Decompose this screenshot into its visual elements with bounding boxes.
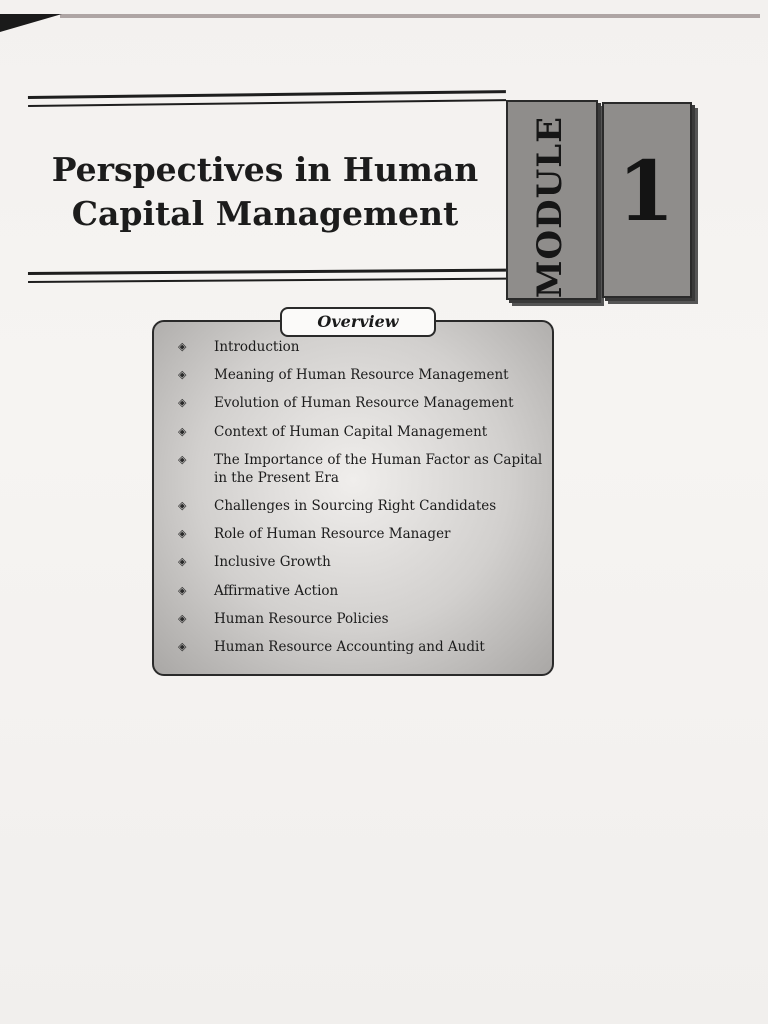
list-item-text: Human Resource Policies — [214, 610, 389, 627]
module-badge — [502, 92, 702, 304]
diamond-bullet-icon: ◈ — [178, 368, 187, 382]
diamond-bullet-icon: ◈ — [178, 611, 187, 625]
module-word — [516, 115, 584, 299]
list-item — [178, 525, 544, 543]
list-item-text: Role of Human Resource Manager — [214, 526, 451, 543]
diamond-bullet-icon: ◈ — [178, 498, 187, 512]
module-number: 1 — [617, 144, 675, 240]
diamond-bullet-icon: ◈ — [178, 340, 187, 353]
title-top-rule — [28, 90, 506, 107]
list-item — [178, 338, 544, 356]
list-item — [178, 423, 544, 441]
list-item — [178, 451, 544, 487]
list-item-text: Challenges in Sourcing Right Candidates — [214, 497, 497, 514]
list-item-text: Human Resource Accounting and Audit — [214, 638, 485, 655]
list-item-text: Context of Human Capital Management — [214, 423, 488, 440]
page-top-edge — [60, 14, 760, 18]
overview-heading: Overview — [280, 307, 436, 337]
list-item — [178, 366, 544, 384]
diamond-bullet-icon: ◈ — [178, 555, 187, 569]
list-item — [178, 553, 544, 571]
diamond-bullet-icon: ◈ — [178, 527, 187, 541]
list-item — [178, 582, 544, 600]
diamond-bullet-icon: ◈ — [178, 396, 187, 410]
list-item-text: Inclusive Growth — [214, 554, 331, 571]
list-item — [178, 610, 544, 628]
diamond-bullet-icon: ◈ — [178, 583, 187, 597]
module-word-text: MODULE — [530, 115, 570, 299]
overview-list — [178, 338, 544, 666]
chapter-title-line-1: Perspectives in Human — [51, 150, 479, 189]
diamond-bullet-icon: ◈ — [178, 452, 187, 466]
diamond-bullet-icon: ◈ — [178, 639, 187, 653]
list-item-text: Affirmative Action — [214, 582, 339, 599]
chapter-title-line-2: Capital Management — [71, 194, 459, 233]
title-bottom-rule — [28, 269, 506, 283]
list-item — [178, 394, 544, 412]
list-item-text: The Importance of the Human Factor as Capital in the Present Era — [214, 451, 543, 486]
list-item-text: Introduction — [214, 339, 300, 355]
page-corner-shadow — [0, 14, 62, 32]
list-item — [178, 638, 544, 656]
diamond-bullet-icon: ◈ — [178, 424, 187, 438]
list-item — [178, 497, 544, 515]
list-item-text: Evolution of Human Resource Management — [214, 395, 514, 412]
chapter-title — [40, 148, 490, 236]
list-item-text: Meaning of Human Resource Management — [214, 367, 509, 384]
